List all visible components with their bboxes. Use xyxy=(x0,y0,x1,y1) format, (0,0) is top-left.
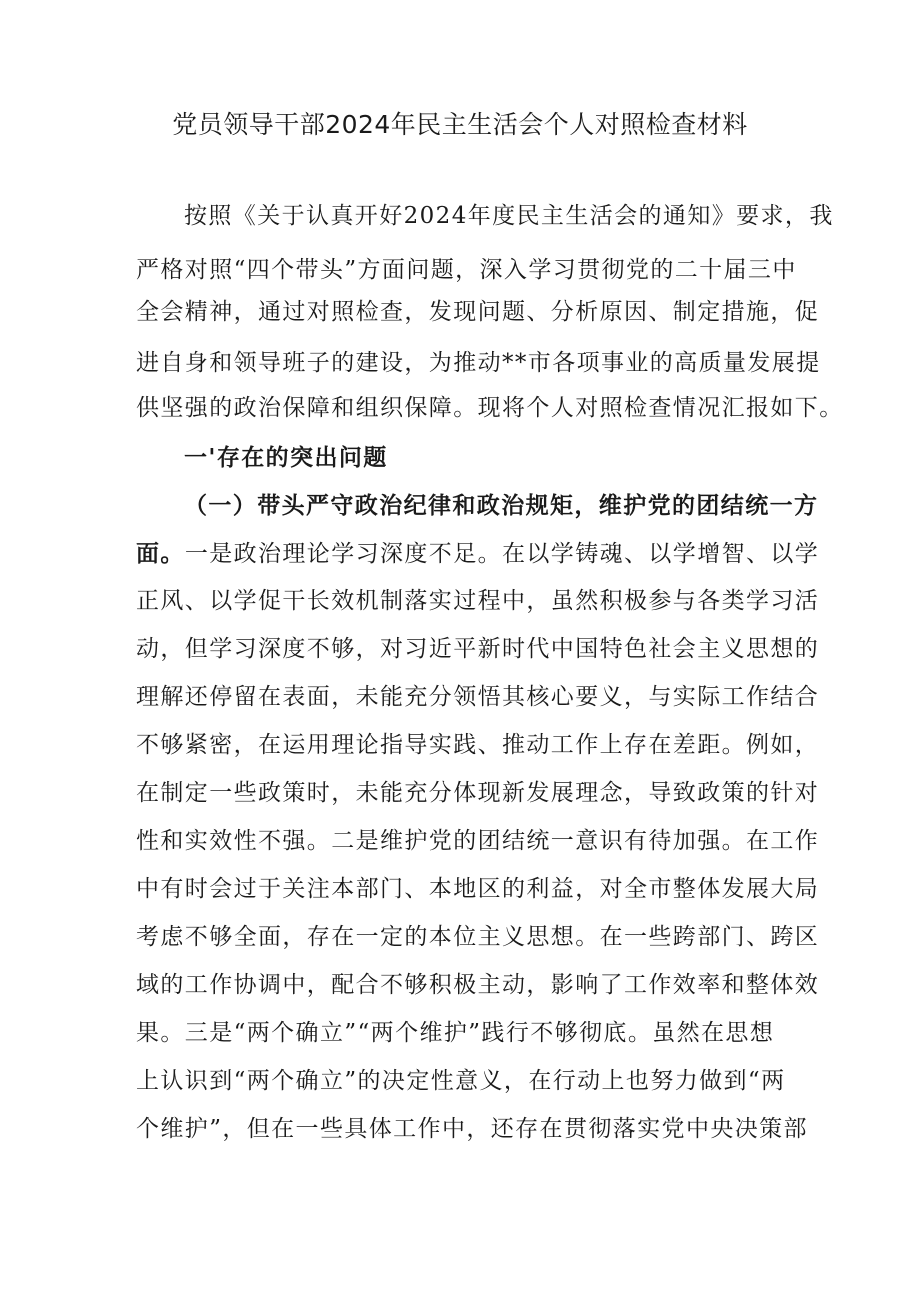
body-line: 在制定一些政策时，未能充分体现新发展理念，导致政策的针对 xyxy=(136,780,820,806)
section-heading: 一'存在的突出问题 xyxy=(184,444,388,471)
subsection-heading-end: 面。 xyxy=(136,540,185,567)
intro-line: 进自身和领导班子的建设，为推动**市各项事业的高质量发展提 xyxy=(136,350,821,376)
body-line: 果。三是“两个确立”“两个维护”践行不够彻底。虽然在思想 xyxy=(136,1020,775,1046)
intro-line: 供坚强的政治保障和组织保障。现将个人对照检查情况汇报如下。 xyxy=(136,395,844,421)
body-line: 不够紧密，在运用理论指导实践、推动工作上存在差距。例如， xyxy=(136,732,820,758)
body-line: 个维护”，但在一些具体工作中，还存在贯彻落实党中央决策部 xyxy=(136,1116,808,1142)
body-line-first-text: 一是政治理论学习深度不足。在以学铸魂、以学增智、以学 xyxy=(184,541,820,567)
body-line-first xyxy=(136,538,819,570)
subsection-heading: （一）带头严守政治纪律和政治规矩，维护党的团结统一方 xyxy=(184,492,819,519)
body-line: 动，但学习深度不够，对习近平新时代中国特色社会主义思想的 xyxy=(136,636,820,662)
body-line: 理解还停留在表面，未能充分领悟其核心要义，与实际工作结合 xyxy=(136,684,820,710)
body-line: 性和实效性不强。二是维护党的团结统一意识有待加强。在工作 xyxy=(136,828,820,854)
document-title: 党员领导干部2024年民主生活会个人对照检查材料 xyxy=(172,110,748,139)
body-line: 上认识到“两个确立”的决定性意义，在行动上也努力做到“两 xyxy=(136,1068,786,1094)
body-line: 域的工作协调中，配合不够积极主动，影响了工作效率和整体效 xyxy=(136,972,820,998)
intro-line: 严格对照“四个带头”方面问题，深入学习贯彻党的二十届三中 xyxy=(136,257,797,283)
body-line: 正风、以学促干长效机制落实过程中，虽然积极参与各类学习活 xyxy=(136,588,820,614)
intro-line: 全会精神，通过对照检查，发现问题、分析原因、制定措施，促 xyxy=(136,299,820,325)
body-line: 中有时会过于关注本部门、本地区的利益，对全市整体发展大局 xyxy=(136,876,820,902)
body-line: 考虑不够全面，存在一定的本位主义思想。在一些跨部门、跨区 xyxy=(136,924,820,950)
intro-line: 按照《关于认真开好2024年度民主生活会的通知》要求，我 xyxy=(184,203,834,229)
